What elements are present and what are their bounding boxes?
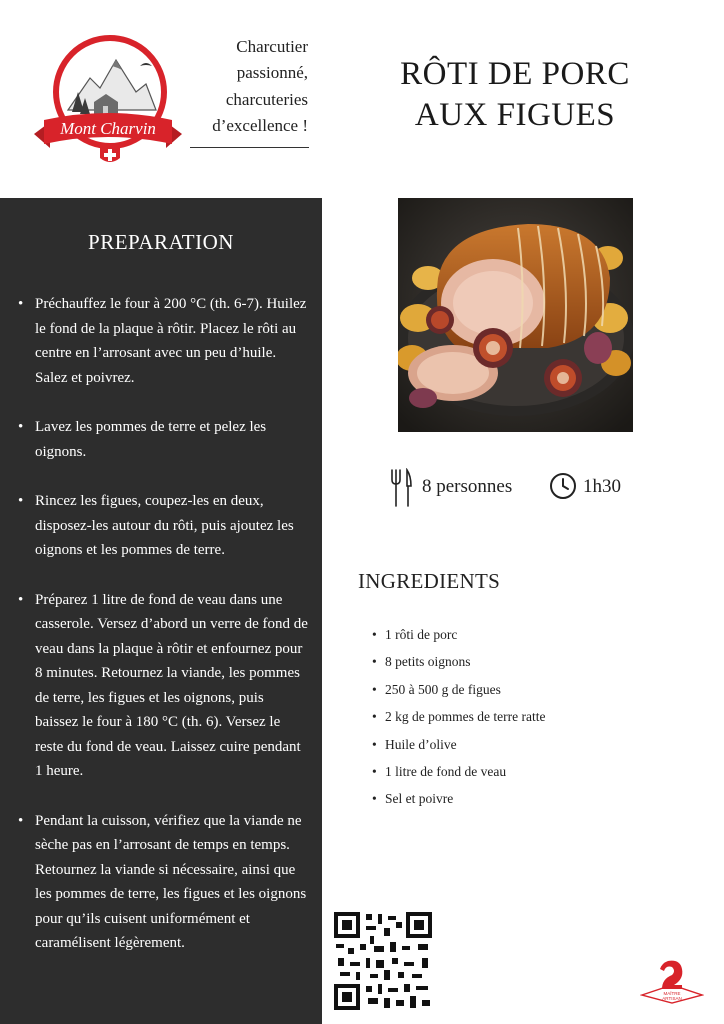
clock-icon xyxy=(549,472,577,500)
recipe-title-line: RÔTI DE PORC xyxy=(400,56,630,92)
preparation-step: • Préchauffez le four à 200 °C (th. 6-7). Huilez le fond de la plaque à rôtir. Placez le rôti au centre en l’arrosant avec un peu d’huile. Salez et poivrez. xyxy=(18,292,308,390)
ingredient-item: • 2 kg de pommes de terre ratte xyxy=(372,703,692,730)
recipe-title-line: AUX FIGUES xyxy=(414,96,616,133)
ingredient-item: • 1 litre de fond de veau xyxy=(372,758,692,785)
tagline-line: d’excellence ! xyxy=(212,116,308,136)
preparation-step: • Lavez les pommes de terre et pelez les oignons. xyxy=(18,415,308,464)
maitre-artisan-logo xyxy=(640,957,704,1005)
preparation-step: • Préparez 1 litre de fond de veau dans une casserole. Versez d’abord un verre de fond de veau dans la plaque à rôtir et enfournez pour 8 minutes. Retournez la viande, les pommes de terre, les figues et les oignons, puis baissez le four à 180 °C (th. 6). Versez le reste du fond de veau. Laissez cuire pendant 1 heure. xyxy=(18,588,308,784)
fork-knife-icon xyxy=(389,468,413,508)
artisan-mark-line: ARTISAN xyxy=(662,996,682,1001)
ingredient-item: • 250 à 500 g de figues xyxy=(372,676,692,703)
ingredient-item: • 8 petits oignons xyxy=(372,648,692,675)
servings-label: 8 personnes xyxy=(422,476,513,497)
time-label: 1h30 xyxy=(583,476,621,497)
ingredients-title: INGREDIENTS xyxy=(358,569,501,593)
tagline-line: charcuteries xyxy=(225,89,308,109)
preparation-title: PREPARATION xyxy=(88,230,234,254)
ingredient-item: • 1 rôti de porc xyxy=(372,621,692,648)
tagline-line: passionné, xyxy=(236,63,308,83)
brand-tagline xyxy=(190,34,308,139)
dish-photo xyxy=(398,198,633,432)
ingredient-item: • Huile d’olive xyxy=(372,731,692,758)
ingredient-item: • Sel et poivre xyxy=(372,785,692,812)
qr-code[interactable] xyxy=(334,912,432,1010)
preparation-panel xyxy=(0,198,322,1024)
preparation-steps xyxy=(18,292,308,981)
artisan-mark-line: MAÎTRE xyxy=(663,991,681,996)
ingredients-list xyxy=(372,621,692,813)
preparation-step: • Rincez les figues, coupez-les en deux, disposez-les autour du rôti, puis ajoutez les oignons et les pommes de terre. xyxy=(18,489,308,563)
mont-charvin-logo xyxy=(28,30,188,168)
logo-brand-name: Mont Charvin xyxy=(60,119,156,138)
preparation-step: • Pendant la cuisson, vérifiez que la viande ne sèche pas en l’arrosant de temps en temps. Retournez la viande si nécessaire, ainsi que les pommes de terre, les figues et les oignons pour qu’ils cuisent uniformément et caramélisent légèrement. xyxy=(18,809,308,956)
tagline-line: Charcutier xyxy=(236,37,308,56)
recipe-title xyxy=(360,54,670,136)
tagline-divider xyxy=(190,147,309,148)
